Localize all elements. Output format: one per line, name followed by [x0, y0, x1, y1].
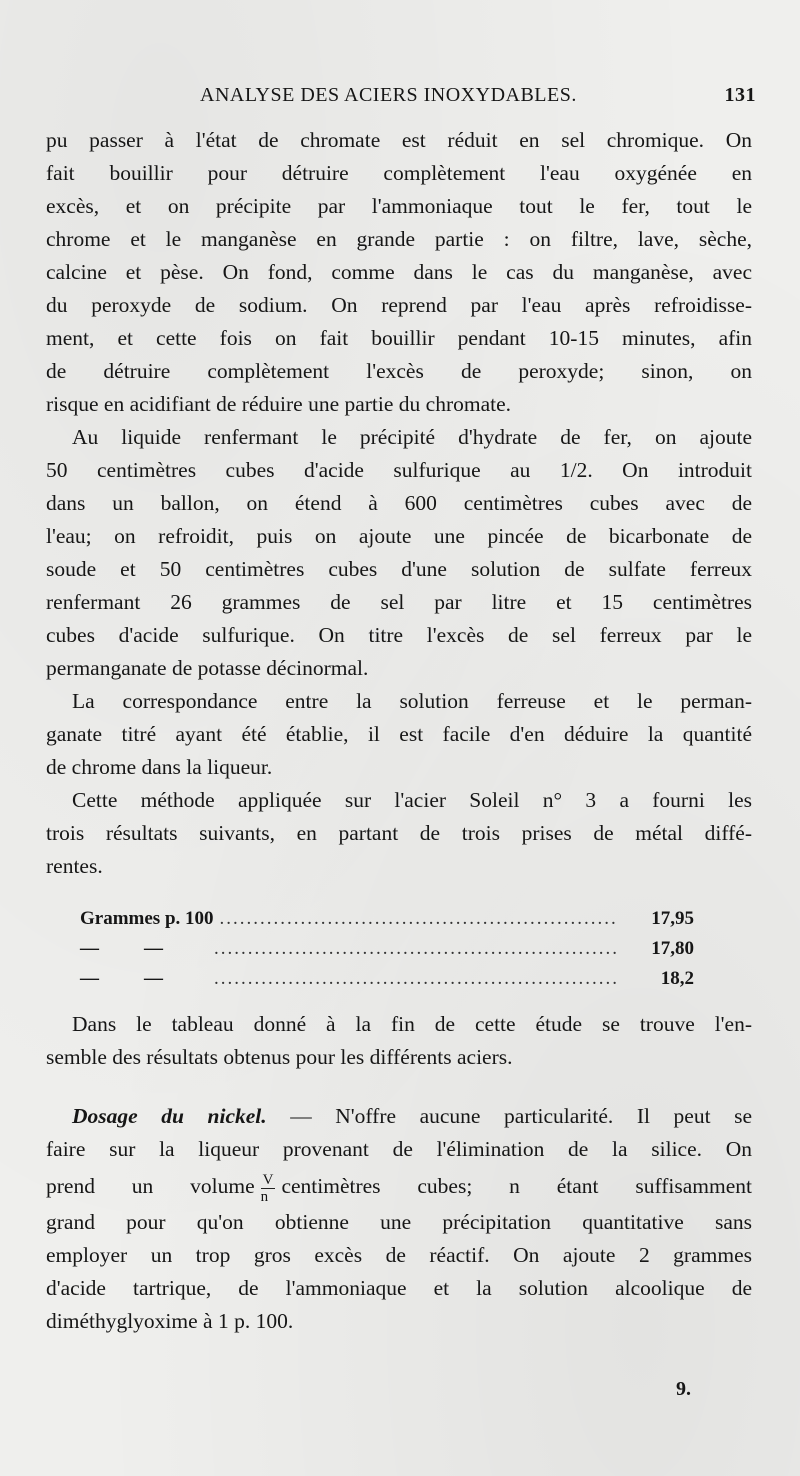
- text-line: rentes.: [46, 854, 103, 878]
- text-line: diméthyglyoxime à 1 p. 100.: [46, 1309, 294, 1333]
- text-line: trois résultats suivants, en partant de trois prises de métal diffé-: [46, 821, 752, 845]
- text-line: Dans le tableau donné à la fin de cette étude se trouve l'en-: [72, 1012, 752, 1036]
- text-line: ganate titré ayant été établie, il est facile d'en déduire la quantité: [46, 722, 752, 746]
- text-line: l'eau; on refroidit, puis on ajoute une pincée de bicarbonate de: [46, 524, 752, 548]
- dot-leader: [220, 904, 618, 934]
- signature-mark: 9.: [676, 1378, 691, 1400]
- text-line: soude et 50 centimètres cubes d'une solution de sulfate ferreux: [46, 557, 752, 581]
- body-text: [46, 124, 752, 883]
- dot-leader: [214, 934, 618, 964]
- text-line: 50 centimètres cubes d'acide sulfurique au 1/2. On introduit: [46, 458, 752, 482]
- result-row: [80, 904, 694, 934]
- ditto-mark: — —: [80, 938, 163, 959]
- text-line: La correspondance entre la solution ferreuse et le perman-: [72, 689, 752, 713]
- text-line: Dosage du nickel. — N'offre aucune particularité. Il peut se: [72, 1104, 753, 1128]
- text-line: faire sur la liqueur provenant de l'élimination de la silice. On: [46, 1137, 752, 1161]
- text-line: Au liquide renfermant le précipité d'hydrate de fer, on ajoute: [72, 425, 752, 449]
- text-line: grand pour qu'on obtienne une précipitation quantitative sans: [46, 1210, 752, 1234]
- result-row: [80, 964, 694, 994]
- dot-leader: [214, 964, 618, 994]
- text-line: pu passer à l'état de chromate est réduit en sel chromique. On: [46, 128, 752, 152]
- ditto-mark: — —: [80, 968, 163, 989]
- result-label: Grammes p. 100: [80, 908, 214, 929]
- text-line: semble des résultats obtenus pour les différents aciers.: [46, 1045, 513, 1069]
- text-line: risque en acidifiant de réduire une partie du chromate.: [46, 392, 512, 416]
- result-row: [80, 934, 694, 964]
- paragraph-chromate-reduction: [46, 124, 752, 421]
- text-line: fait bouillir pour détruire complètement l'eau oxygénée en: [46, 161, 752, 185]
- results-table: [80, 904, 694, 994]
- page-number: 131: [724, 84, 756, 106]
- paragraph-titration: [46, 421, 752, 685]
- text-line: du peroxyde de sodium. On reprend par l'eau après refroidisse-: [46, 293, 752, 317]
- text-line: excès, et on précipite par l'ammoniaque tout le fer, tout le: [46, 194, 752, 218]
- result-value: 17,80: [651, 938, 694, 959]
- section-nickel: [46, 1100, 752, 1338]
- text-line: calcine et pèse. On fond, comme dans le cas du manganèse, avec: [46, 260, 752, 284]
- text-line: ment, et cette fois on fait bouillir pendant 10-15 minutes, afin: [46, 326, 752, 350]
- text-line: d'acide tartrique, de l'ammoniaque et la solution alcoolique de: [46, 1276, 752, 1300]
- text-line: cubes d'acide sulfurique. On titre l'excès de sel ferreux par le: [46, 623, 752, 647]
- paragraph-correspondence: [46, 685, 752, 784]
- text-line: prend un volume $\frac{V}{n}$ centimètres cubes; n étant suffisamment: [46, 1171, 752, 1205]
- text-line: de chrome dans la liqueur.: [46, 755, 273, 779]
- text-line: chrome et le manganèse en grande partie : on filtre, lave, sèche,: [46, 227, 752, 251]
- text-line: dans un ballon, on étend à 600 centimètres cubes avec de: [46, 491, 752, 515]
- paragraph-method-results: [46, 784, 752, 883]
- text-line: Cette méthode appliquée sur l'acier Soleil n° 3 a fourni les: [72, 788, 752, 812]
- text-line: permanganate de potasse décinormal.: [46, 656, 369, 680]
- header-title: ANALYSE DES ACIERS INOXYDABLES.: [200, 84, 577, 106]
- text-line: de détruire complètement l'excès de peroxyde; sinon, on: [46, 359, 752, 383]
- running-header: [200, 84, 756, 116]
- text-line: employer un trop gros excès de réactif. On ajoute 2 grammes: [46, 1243, 752, 1267]
- paragraph-summary: [46, 1008, 752, 1074]
- section-heading: Dosage du nickel.: [72, 1104, 267, 1128]
- result-value: 18,2: [660, 968, 694, 989]
- text-line: renfermant 26 grammes de sel par litre et 15 centimètres: [46, 590, 752, 614]
- fraction-v-over-n: $\frac{V}{n}$: [260, 1171, 274, 1205]
- result-value: 17,95: [651, 908, 694, 929]
